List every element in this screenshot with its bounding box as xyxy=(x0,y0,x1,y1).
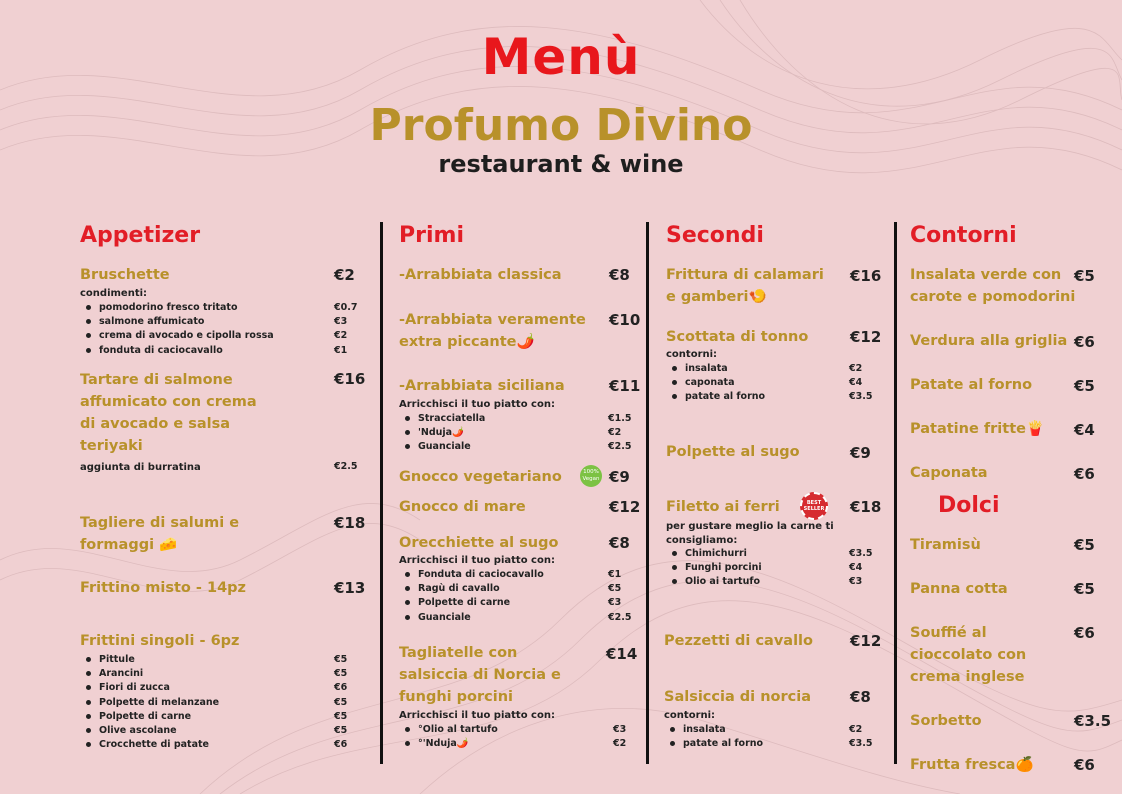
tagliatelle-options xyxy=(405,723,605,751)
option-price: €3.5 xyxy=(849,548,873,559)
dish-price: €8 xyxy=(609,266,630,284)
option-price: €0.7 xyxy=(334,302,358,313)
dish-price: €12 xyxy=(850,632,882,650)
list-item: Crocchette di patate xyxy=(86,738,366,752)
list-item: Funghi porcini xyxy=(672,561,842,575)
dish-price: €10 xyxy=(609,311,641,329)
dish-price: €6 xyxy=(1074,333,1095,351)
siciliana-options xyxy=(405,412,605,455)
orecchiette-options xyxy=(405,568,605,625)
option-price: €2 xyxy=(608,427,622,439)
option-price: €5 xyxy=(334,710,348,722)
dish-price: €8 xyxy=(850,688,871,706)
dish-price: €5 xyxy=(1074,267,1095,285)
list-item: insalata xyxy=(670,723,840,737)
list-item: patate al forno xyxy=(670,737,840,751)
restaurant-name: Profumo Divino xyxy=(369,100,753,151)
dish-price: €16 xyxy=(334,370,366,388)
dish-arrabbiata-piccante: -Arrabbiata veramente extra piccante🌶️ xyxy=(399,312,586,350)
enrich-label: Arricchisci il tuo piatto con: xyxy=(399,710,555,721)
option-price: €2 xyxy=(849,724,863,735)
option-price: €3 xyxy=(849,576,863,588)
option-price: €2 xyxy=(334,330,348,342)
contorni-label: contorni: xyxy=(666,349,718,360)
dish-tartare: Tartare di salmone affumicato con crema di avocado e salsa teriyaki xyxy=(80,372,257,454)
dish-arrabbiata-classica: -Arrabbiata classica xyxy=(399,267,562,283)
option-price: €6 xyxy=(334,739,348,751)
list-item: salmone affumicato xyxy=(86,315,366,329)
dish-orecchiette: Orecchiette al sugo xyxy=(399,535,559,551)
dish-price: €14 xyxy=(606,645,638,663)
dish-scottata-tonno: Scottata di tonno xyxy=(666,329,809,345)
siciliana-option-prices xyxy=(608,412,631,455)
menu-title: Menù xyxy=(481,28,641,86)
list-item: Stracciatella xyxy=(405,412,605,426)
dish-frittini-singoli: Frittini singoli - 6pz xyxy=(80,633,240,649)
list-item: patate al forno xyxy=(672,390,842,404)
frittini-options xyxy=(86,653,366,752)
option-price: €5 xyxy=(334,696,348,708)
scottata-options xyxy=(672,362,842,405)
list-item: Fiori di zucca xyxy=(86,681,366,695)
list-item: Guanciale xyxy=(405,440,605,454)
dish-panna-cotta: Panna cotta xyxy=(910,581,1008,597)
dish-price: €18 xyxy=(850,498,882,516)
dish-price: €9 xyxy=(609,468,630,486)
dish-price: €12 xyxy=(850,328,882,346)
dish-gnocco-mare: Gnocco di mare xyxy=(399,499,526,515)
scottata-option-prices xyxy=(849,362,872,405)
condiments-label: condimenti: xyxy=(80,288,148,299)
dish-price: €5 xyxy=(1074,377,1095,395)
dish-price: €8 xyxy=(609,534,630,552)
dish-tiramisu: Tiramisù xyxy=(910,537,981,553)
bruschette-option-prices xyxy=(334,301,357,358)
dish-frittino-misto: Frittino misto - 14pz xyxy=(80,580,246,596)
dish-price: €12 xyxy=(609,498,641,516)
list-item: insalata xyxy=(672,362,842,376)
dish-filetto: Filetto ai ferri xyxy=(666,499,780,515)
option-price: €5 xyxy=(334,654,348,665)
dish-price: €11 xyxy=(609,377,641,395)
frittini-option-prices xyxy=(334,653,347,752)
option-price: €2 xyxy=(613,738,627,750)
list-item: Olive ascolane xyxy=(86,724,366,738)
option-price: €3 xyxy=(613,724,627,735)
dish-price: €6 xyxy=(1074,756,1095,774)
salsiccia-option-prices xyxy=(849,723,872,751)
dish-price: €9 xyxy=(850,444,871,462)
option-price: €4 xyxy=(849,377,863,389)
bruschette-options xyxy=(86,301,366,358)
enrich-label: Arricchisci il tuo piatto con: xyxy=(399,555,555,566)
option-price: €2.5 xyxy=(608,441,632,453)
option-price: €1 xyxy=(334,344,348,356)
dish-sorbetto: Sorbetto xyxy=(910,713,982,729)
list-item: caponata xyxy=(672,376,842,390)
column-divider xyxy=(380,222,383,764)
dish-arrabbiata-siciliana: -Arrabbiata siciliana xyxy=(399,378,565,394)
list-item: Chimichurri xyxy=(672,547,842,561)
option-price: €3.5 xyxy=(849,391,873,403)
restaurant-subtitle: restaurant & wine xyxy=(438,150,684,178)
orecchiette-option-prices xyxy=(608,568,631,625)
option-price: €6 xyxy=(334,682,348,694)
column-divider xyxy=(646,222,649,764)
list-item: Olio ai tartufo xyxy=(672,575,842,589)
option-price: €4 xyxy=(849,562,863,574)
list-item: Polpette di carne xyxy=(86,710,366,724)
list-item: Polpette di carne xyxy=(405,596,605,610)
dish-price: €5 xyxy=(1074,536,1095,554)
filetto-option-prices xyxy=(849,547,872,590)
dish-price: €13 xyxy=(334,579,366,597)
dish-price: €6 xyxy=(1074,465,1095,483)
dish-tagliatelle: Tagliatelle con salsiccia di Norcia e funghi porcini xyxy=(399,645,561,705)
option-price: €3 xyxy=(608,597,622,609)
best-seller-badge-icon: BEST SELLER xyxy=(800,492,828,520)
dish-frutta-fresca: Frutta fresca🍊 xyxy=(910,757,1034,773)
filetto-options xyxy=(672,547,842,590)
dish-insalata-verde: Insalata verde con carote e pomodorini xyxy=(910,267,1076,305)
dish-polpette-sugo: Polpette al sugo xyxy=(666,444,800,460)
list-item: °'Nduja🌶️ xyxy=(405,737,605,751)
list-item: Fonduta di caciocavallo xyxy=(405,568,605,582)
dish-price: €18 xyxy=(334,514,366,532)
dish-price: €2 xyxy=(334,266,355,284)
enrich-label: Arricchisci il tuo piatto con: xyxy=(399,399,555,410)
dish-price: €4 xyxy=(1074,421,1095,439)
dish-price: €6 xyxy=(1074,624,1095,642)
dish-salsiccia-norcia: Salsiccia di norcia xyxy=(664,689,811,705)
column-divider xyxy=(894,222,897,764)
list-item: °Olio al tartufo xyxy=(405,723,605,737)
dish-bruschette: Bruschette xyxy=(80,267,170,283)
dish-verdura-griglia: Verdura alla griglia xyxy=(910,333,1068,349)
list-item: Polpette di melanzane xyxy=(86,696,366,710)
list-item: Ragù di cavallo xyxy=(405,582,605,596)
list-item: pomodorino fresco tritato xyxy=(86,301,366,315)
option-price: €3 xyxy=(334,316,348,328)
dish-patatine-fritte: Patatine fritte🍟 xyxy=(910,421,1045,437)
dish-price: €5 xyxy=(1074,580,1095,598)
option-price: €2 xyxy=(849,363,863,374)
dish-patate-forno: Patate al forno xyxy=(910,377,1033,393)
category-dolci: Dolci xyxy=(938,493,1000,518)
list-item: Guanciale xyxy=(405,611,605,625)
dish-pezzetti-cavallo: Pezzetti di cavallo xyxy=(664,633,813,649)
contorni-label: contorni: xyxy=(664,710,716,721)
list-item: crema di avocado e cipolla rossa xyxy=(86,329,366,343)
option-price: €2.5 xyxy=(334,461,358,472)
dish-price: €3.5 xyxy=(1074,712,1112,730)
option-price: €1 xyxy=(608,569,622,580)
tartare-extra: aggiunta di burratina xyxy=(80,462,201,473)
dish-frittura: Frittura di calamari e gamberi🍤 xyxy=(666,267,824,305)
dish-tagliere: Tagliere di salumi e formaggi 🧀 xyxy=(80,515,240,553)
category-secondi: Secondi xyxy=(666,223,764,248)
option-price: €5 xyxy=(608,583,622,595)
category-primi: Primi xyxy=(399,223,464,248)
list-item: Arancini xyxy=(86,667,366,681)
list-item: Pittule xyxy=(86,653,366,667)
option-price: €1.5 xyxy=(608,413,632,424)
category-appetizer: Appetizer xyxy=(80,223,201,248)
dish-gnocco-vegetariano: Gnocco vegetariano xyxy=(399,469,562,485)
list-item: 'Nduja🌶️ xyxy=(405,426,605,440)
list-item: fonduta di caciocavallo xyxy=(86,344,366,358)
option-price: €5 xyxy=(334,668,348,680)
dish-price: €16 xyxy=(850,267,882,285)
vegan-badge-icon: 100% Vegan xyxy=(580,465,602,487)
filetto-note: per gustare meglio la carne ti consigliamo: xyxy=(666,521,834,546)
category-contorni: Contorni xyxy=(910,223,1017,248)
salsiccia-options xyxy=(670,723,840,751)
dish-caponata: Caponata xyxy=(910,465,988,481)
option-price: €3.5 xyxy=(849,738,873,750)
tagliatelle-option-prices xyxy=(613,723,626,751)
dish-souffle: Souffié al cioccolato con crema inglese xyxy=(910,625,1027,685)
option-price: €2.5 xyxy=(608,611,632,623)
option-price: €5 xyxy=(334,725,348,737)
